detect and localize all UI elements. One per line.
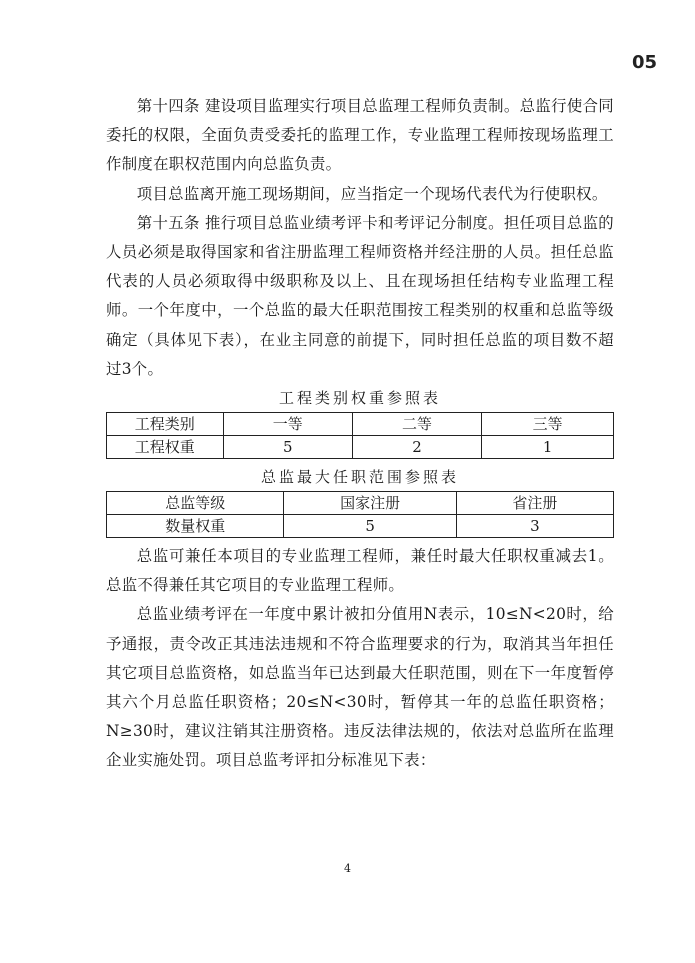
table-row [107, 436, 614, 459]
table-row [107, 413, 614, 436]
deputy-paragraph: 项目总监离开施工现场期间，应当指定一个现场代表代为行使职权。 [136, 184, 608, 203]
table-cell: 二等 [352, 413, 481, 436]
table-cell: 工程权重 [107, 436, 224, 459]
table1-title: 工程类别权重参照表 [278, 389, 441, 408]
table2-title: 总监最大任职范围参照表 [260, 468, 459, 487]
table-cell: 3 [456, 515, 613, 538]
concurrent-role-paragraph: 总监可兼任本项目的专业监理工程师，兼任时最大任职权重减去1。总监不得兼任其它项目的专业监理工程师。 [106, 547, 614, 595]
table-cell: 三等 [482, 413, 614, 436]
table-cell: 5 [284, 515, 456, 538]
table-cell: 5 [223, 436, 352, 459]
article-15-paragraph: 第十五条 推行项目总监业绩考评卡和考评记分制度。担任项目总监的人员必须是取得国家和省注册监理工程师资格并经注册的人员。担任总监代表的人员必须取得中级职称及以上、且在现场担任结构专业监理工程师。一个年度中，一个总监的最大任职范围按工程类别的权重和总监等级确定（具体见下表），在业主同意的前提下，同时担任总监的项目数不超过3个。 [106, 213, 614, 378]
table-cell: 一等 [223, 413, 352, 436]
table-cell: 国家注册 [284, 492, 456, 515]
table-cell: 省注册 [456, 492, 613, 515]
article-14-paragraph: 第十四条 建设项目监理实行项目总监理工程师负责制。总监行使合同委托的权限，全面负责受委托的监理工作，专业监理工程师按现场监理工作制度在职权范围内向总监负责。 [106, 97, 614, 174]
table-cell: 1 [482, 436, 614, 459]
director-max-scope-table [106, 491, 614, 538]
table-row [107, 492, 614, 515]
performance-evaluation-paragraph: 总监业绩考评在一年度中累计被扣分值用N表示，10≤N<20时，给予通报，责令改正其违法违规和不符合监理要求的行为，取消其当年担任其它项目总监资格，如总监当年已达到最大任职范围，则在下一年度暂停其六个月总监任职资格；20≤N<30时，暂停其一年的总监任职资格；N≥30时，建议注销其注册资格。违反法律法规的，依法对总监所在监理企业实施处罚。项目总监考评扣分标准见下表： [106, 605, 614, 770]
table-cell: 数量权重 [107, 515, 284, 538]
table-row [107, 515, 614, 538]
project-category-weight-table [106, 412, 614, 459]
table-cell: 工程类别 [107, 413, 224, 436]
table-cell: 2 [352, 436, 481, 459]
page-corner-mark: 05 [631, 52, 657, 73]
table-cell: 总监等级 [107, 492, 284, 515]
page-number: 4 [344, 862, 351, 875]
document-body [106, 92, 614, 776]
